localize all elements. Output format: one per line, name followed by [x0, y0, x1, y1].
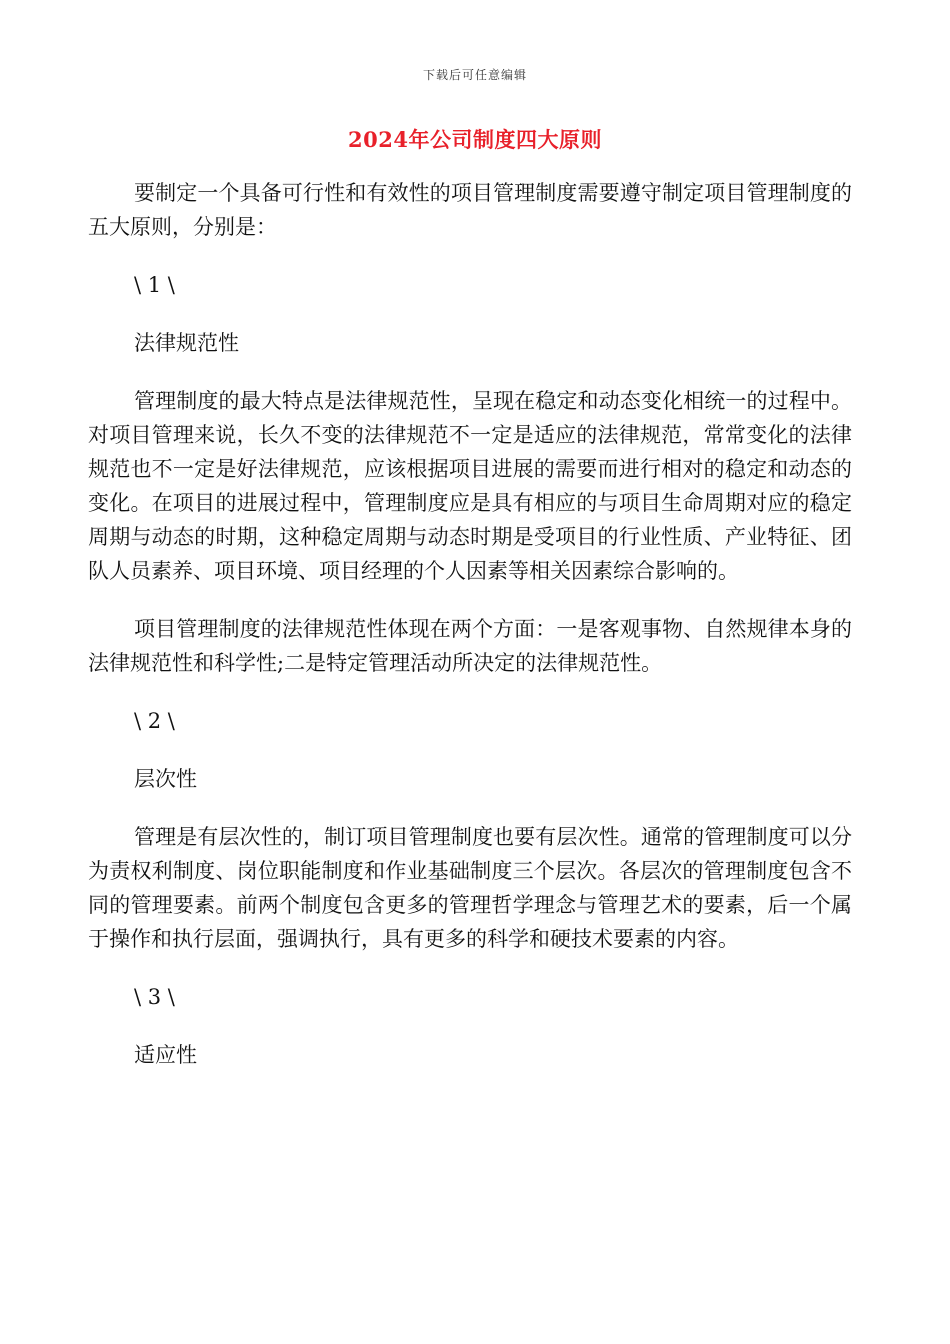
document-body [88, 176, 852, 1096]
header-note: 下载后可任意编辑 [422, 68, 527, 82]
section-marker-3: \ 3 \ [134, 985, 175, 1009]
paragraph-3: 管理是有层次性的，制订项目管理制度也要有层次性。通常的管理制度可以分为责权利制度、岗位职能制度和作业基础制度三个层次。各层次的管理制度包含不同的管理要素。前两个制度包含更多的管理哲学理念与管理艺术的要素，后一个属于操作和执行层面，强调执行，具有更多的科学和硬技术要素的内容。 [88, 825, 852, 951]
document-title: 2024年公司制度四大原则 [348, 127, 602, 152]
section-heading-2: 层次性 [134, 767, 197, 791]
section-heading-3: 适应性 [134, 1043, 197, 1067]
intro-paragraph: 要制定一个具备可行性和有效性的项目管理制度需要遵守制定项目管理制度的五大原则，分别是： [88, 181, 852, 239]
section-marker-1: \ 1 \ [134, 273, 175, 297]
paragraph-2: 项目管理制度的法律规范性体现在两个方面：一是客观事物、自然规律本身的法律规范性和科学性;二是特定管理活动所决定的法律规范性。 [88, 617, 852, 675]
section-heading-1: 法律规范性 [134, 331, 239, 355]
section-marker-2: \ 2 \ [134, 709, 175, 733]
paragraph-1: 管理制度的最大特点是法律规范性，呈现在稳定和动态变化相统一的过程中。对项目管理来说，长久不变的法律规范不一定是适应的法律规范，常常变化的法律规范也不一定是好法律规范，应该根据项目进展的需要而进行相对的稳定和动态的变化。在项目的进展过程中，管理制度应是具有相应的与项目生命周期对应的稳定周期与动态的时期，这种稳定周期与动态时期是受项目的行业性质、产业特征、团队人员素养、项目环境、项目经理的个人因素等相关因素综合影响的。 [88, 389, 852, 583]
